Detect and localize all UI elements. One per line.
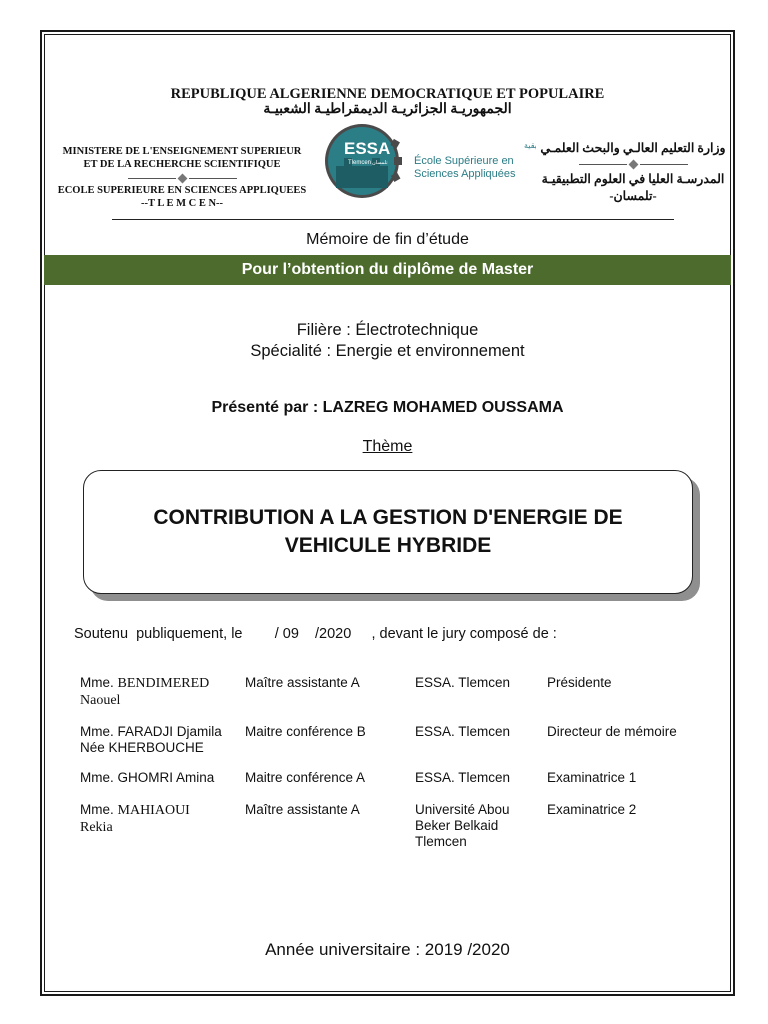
logo-name-line-1: École Supérieure en	[414, 155, 514, 167]
presented-by: Présenté par : LAZREG MOHAMED OUSSAMA	[211, 399, 564, 416]
filiere: Filière : Électrotechnique	[296, 321, 479, 339]
jury-member-grade: Maître assistante A	[245, 802, 360, 817]
logo-name-line-2: Sciences Appliquées	[414, 168, 516, 180]
logo-acronym: ESSA	[344, 139, 391, 158]
jury-member-role: Présidente	[547, 675, 612, 690]
logo-name-arabic: قية	[524, 141, 535, 150]
academic-year: Année universitaire : 2019 /2020	[265, 940, 510, 959]
jury-member-name: Mme. FARADJI Djamila Née KHERBOUCHE	[80, 724, 222, 755]
ministry-line-2: ET DE LA RECHERCHE SCIENTIFIQUE	[83, 158, 281, 170]
jury-member-grade: Maitre conférence A	[245, 770, 366, 785]
jury-member-institution: ESSA. Tlemcen	[415, 724, 511, 739]
republic-arabic: الجمهوريـة الجزائريـة الديمقراطيـة الشعبيـة	[263, 102, 512, 117]
jury-member-grade: Maitre conférence B	[245, 724, 366, 739]
diamond-separator	[48, 173, 316, 183]
theme-box	[83, 470, 693, 594]
essa-logo	[322, 122, 536, 200]
jury-member-role: Directeur de mémoire	[547, 724, 677, 739]
defense-statement: Soutenu publiquement, le / 09 /2020 , devant le jury composé de :	[74, 626, 557, 642]
jury-member-institution: ESSA. Tlemcen	[415, 770, 511, 785]
school-line-2: --T L E M C E N--	[140, 197, 224, 209]
field-block	[44, 320, 731, 362]
jury-member-institution: ESSA. Tlemcen	[415, 675, 511, 690]
school-line-1: ECOLE SUPERIEURE EN SCIENCES APPLIQUEES	[57, 185, 307, 196]
theme-title-line-1: CONTRIBUTION A LA GESTION D'ENERGIE DE	[153, 506, 623, 529]
theme-title-line-2: VEHICULE HYBRIDE	[284, 534, 492, 557]
logo-city-arabic: تلمسان	[372, 160, 388, 166]
jury-member-name: Mme. BENDIMERED Naouel	[80, 675, 210, 708]
school-arabic: المدرسـة العليا في العلوم التطبيقيـة	[541, 172, 725, 186]
jury-member-institution: Université Abou Beker Belkaid Tlemcen	[415, 802, 510, 849]
header-divider	[112, 219, 674, 220]
logo-city: Tlemcen	[348, 160, 372, 166]
diamond-separator-arabic	[538, 159, 728, 169]
ministry-block-french	[48, 146, 316, 210]
ministry-line-1: MINISTERE DE L'ENSEIGNEMENT SUPERIEUR	[62, 146, 302, 157]
ministry-arabic: وزارة التعليم العالـي والبحث العلمـي	[540, 141, 726, 155]
theme-label: Thème	[362, 438, 413, 455]
city-arabic: -تلمسان-	[609, 189, 657, 203]
republic-french: REPUBLIQUE ALGERIENNE DEMOCRATIQUE ET POPULAIRE	[170, 86, 605, 102]
jury-member-name: Mme. GHOMRI Amina	[80, 770, 215, 785]
jury-member-grade: Maître assistante A	[245, 675, 360, 690]
jury-member-role: Examinatrice 2	[547, 802, 637, 817]
jury-member-role: Examinatrice 1	[547, 770, 637, 785]
specialite: Spécialité : Energie et environnement	[250, 342, 525, 360]
memoire-title: Mémoire de fin d’étude	[306, 231, 469, 248]
ministry-block-arabic	[538, 140, 728, 205]
diploma-banner: Pour l’obtention du diplôme de Master	[44, 255, 731, 285]
jury-member-name: Mme. MAHIAOUI Rekia	[80, 802, 190, 835]
